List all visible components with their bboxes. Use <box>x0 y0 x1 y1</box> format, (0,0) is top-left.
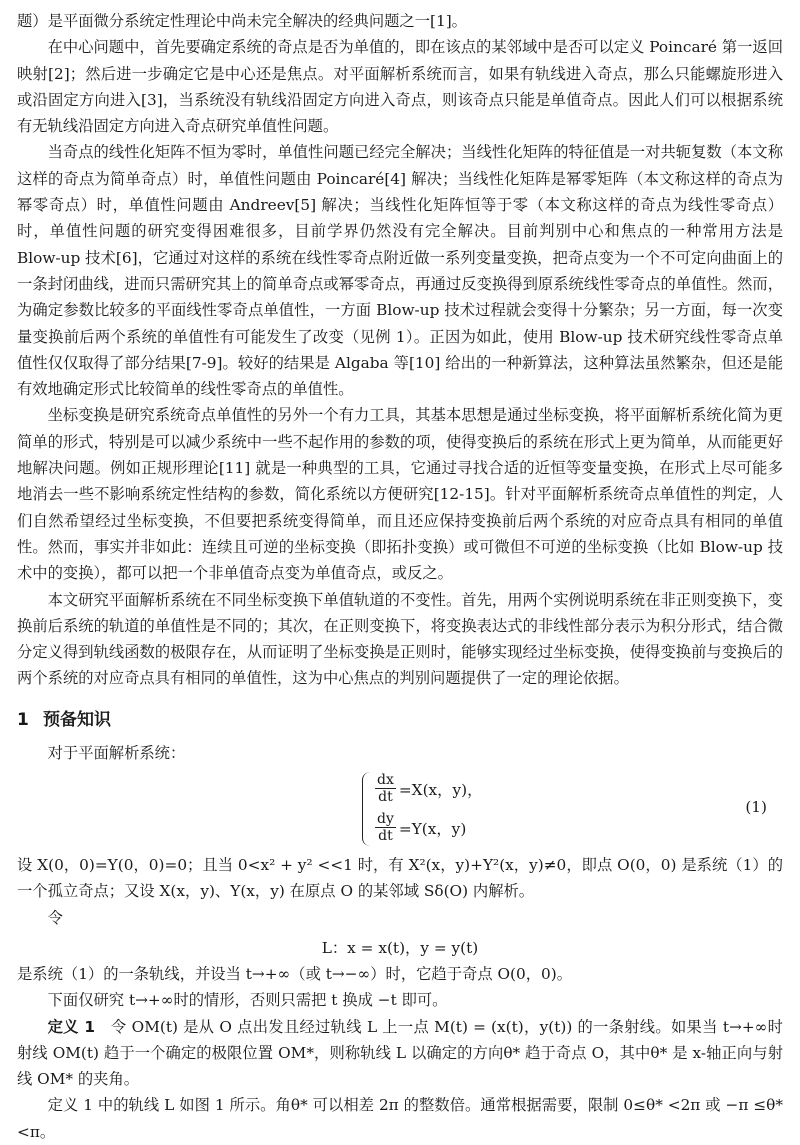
definition-text: 令 OM(t) 是从 O 点出发且经过轨线 L 上一点 M(t) = (x(t)，y(t)) 的一条射线。如果当 t→+∞时射线 OM(t) 趋于一个确定的极限位置 OM*，则称轨线 L 以确定的方向θ* 趋于奇点 O，其中θ* 是 x-轴正向与射线 OM* 的夹角。 <box>17 1017 783 1089</box>
equation-row-2 <box>375 811 466 844</box>
paragraph-center-problem: 在中心问题中，首先要确定系统的奇点是否为单值的，即在该点的某邻域中是否可以定义 Poincaré 第一返回映射[2]；然后进一步确定它是中心还是焦点。对平面解析系统而言，如果有轨线进入奇点，那么只能螺旋形进入或沿固定方向进入[3]，当系统没有轨线沿固定方向进入奇点，则该奇点只能是单值奇点。因此人们可以根据系统有无轨线沿固定方向进入奇点研究单值性问题。 <box>17 38 783 136</box>
section-heading <box>17 705 783 730</box>
system-intro: 对于平面解析系统： <box>47 743 186 762</box>
section-number: 1 <box>17 709 29 730</box>
fraction-dy-dt: $\frac{dy}{dt}$ <box>377 811 394 845</box>
paragraph-case-t: 下面仅研究 t→+∞时的情形，否则只需把 t 换成 −t 即可。 <box>47 991 448 1010</box>
section-title: 预备知识 <box>43 709 111 730</box>
equation-rhs-1: =X(x，y)， <box>398 780 483 799</box>
text-ling: 令 <box>47 908 63 927</box>
paragraph-isolated-singularity: 设 X(0，0)=Y(0，0)=0；且当 0<x² + y² <<1 时，有 X²(x，y)+Y²(x，y)≠0，即点 O(0，0) 是系统（1）的一个孤立奇点；又设 X(x，y)、Y(x，y) 在原点 O 的某邻域 Sδ(O) 内解析。 <box>17 856 783 901</box>
paragraph-trajectory: 是系统（1）的一条轨线，并设当 t→+∞（或 t→−∞）时，它趋于奇点 O(0，0)。 <box>17 964 573 983</box>
left-brace <box>362 772 371 846</box>
paragraph-angle-range: 定义 1 中的轨线 L 如图 1 所示。角θ* 可以相差 2π 的整数倍。通常根据需要，限制 0≤θ* <2π 或 −π ≤θ* <π。 <box>17 1096 783 1141</box>
equation-system-1 <box>17 768 783 852</box>
trajectory-equation: L：x = x(t)，y = y(t) <box>321 938 479 957</box>
definition-label: 定义 1 <box>47 1017 96 1036</box>
equation-row-1 <box>375 772 482 805</box>
definition-1 <box>17 1014 783 1093</box>
paragraph-this-paper: 本文研究平面解析系统在不同坐标变换下单值轨道的不变性。首先，用两个实例说明系统在非正则变换下，变换前后系统的轨道的单值性是不同的；其次，在正则变换下，将变换表达式的非线性部分表示为积分形式，结合微分定义得到轨线函数的极限存在，从而证明了坐标变换是正则时，能够实现经过坐标变换，使得变换前与变换后的两个系统的对应奇点具有相同的单值性，这为中心焦点的判别问题提供了一定的理论依据。 <box>17 590 783 688</box>
equation-rhs-2: =Y(x，y) <box>398 819 467 838</box>
fraction-dx-dt: $\frac{dx}{dt}$ <box>377 772 394 806</box>
paragraph-linearization: 当奇点的线性化矩阵不恒为零时，单值性问题已经完全解决；当线性化矩阵的特征值是一对共轭复数（本文称这样的奇点为简单奇点）时，单值性问题由 Poincaré[4] 解决；当线性化矩阵是幂零矩阵（本文称这样的奇点为幂零奇点）时，单值性问题由 Andreev[5] 解决；当线性化矩阵恒等于零（本文称这样的奇点为线性零奇点）时，单值性问题的研究变得困难很多，目前学界仍然没有完全解决。目前判别中心和焦点的一种常用方法是 Blow-up 技术[6]，它通过对这样的系统在线性零奇点附近做一系列变量变换，把奇点变为一个不可定向曲面上的一条封闭曲线，进而只需研究其上的简单奇点或幂零奇点，再通过反变换得到原系统线性零奇点的单值性。然而，为确定参数比较多的平面线性零奇点单值性，一方面 Blow-up 技术过程就会变得十分繁杂；另一方面，每一次变量变换前后两个系统的单值性有可能发生了改变（见例 1）。正因为如此，使用 Blow-up 技术研究线性零奇点单值性仅仅取得了部分结果[7-9]。较好的结果是 Algaba 等[10] 给出的一种新算法，这种算法虽然繁杂，但还是能有效地确定形式比较简单的线性零奇点的单值性。 <box>17 143 783 399</box>
paragraph-continuation: 题）是平面微分系统定性理论中尚未完全解决的经典问题之一[1]。 <box>17 12 467 30</box>
paragraph-coordinate-transform: 坐标变换是研究系统奇点单值性的另外一个有力工具，其基本思想是通过坐标变换，将平面解析系统化简为更简单的形式，特别是可以减少系统中一些不起作用的参数的项，使得变换后的系统在形式上更为简单，从而能更好地解决问题。例如正规形理论[11] 就是一种典型的工具，它通过寻找合适的近恒等变量变换，在形式上尽可能多地消去一些不影响系统定性结构的参数，简化系统以方便研究[12-15]。针对平面解析系统奇点单值性的判定，人们自然希望经过坐标变换，不但要把系统变得简单，而且还应保持变换前后两个系统的对应奇点具有相同的单值性。然而，事实并非如此：连续且可逆的坐标变换（即拓扑变换）或可微但不可逆的坐标变换（比如 Blow-up 技术中的变换），都可以把一个非单值奇点变为单值奇点，或反之。 <box>17 406 783 583</box>
equation-number: (1) <box>745 798 767 817</box>
